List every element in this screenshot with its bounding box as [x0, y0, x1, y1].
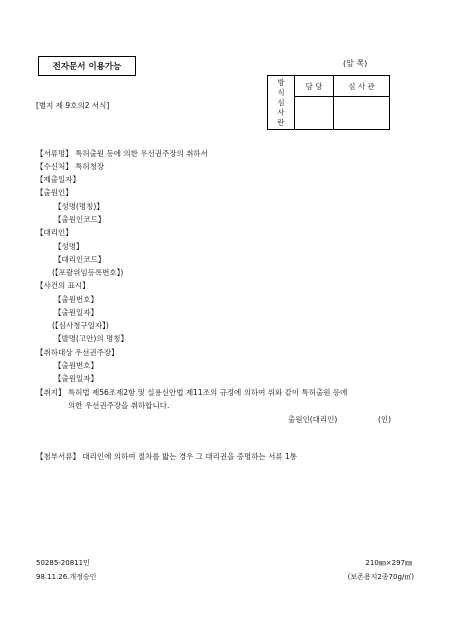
power-of-attorney-line: (【포괄위임등록번호】) [52, 268, 124, 277]
review-charge-cell [295, 97, 334, 130]
form-number: [별지 제 9호의2 서식] [36, 101, 110, 110]
case-indication-line: 【사건의 표시】 [36, 281, 90, 290]
submission-date-line: 【제출일자】 [36, 175, 80, 184]
application-number-line: 【출원번호】 [54, 295, 98, 304]
signature-label: 출원인(대리인) [288, 415, 338, 424]
footer-approval: 98.11.26.개정승인 [36, 573, 97, 581]
review-method-char: 식 [277, 87, 285, 97]
purpose-line-continued: 의한 우선권주장을 취하합니다. [68, 401, 170, 410]
agent-code-line: 【대리인코드】 [54, 255, 106, 264]
recipient-line: 【수신처】 특허청장 [36, 162, 105, 171]
invention-title-line: 【발명(고안)의 명칭】 [54, 334, 128, 343]
review-method-char: 심 [277, 97, 285, 107]
review-examiner-cell [334, 97, 390, 130]
purpose-line: 【취지】 특허법 제56조제2항 및 실용신안법 제11조의 규정에 의하여 위와 같이 특허출원 등에 [36, 388, 348, 397]
attachment-line: 【첨부서류】 대리인에 의하여 절차를 밟는 경우 그 대리권을 증명하는 서류 1통 [36, 452, 297, 461]
target-application-date-line: 【출원일자】 [54, 374, 98, 383]
review-method-char: 란 [277, 117, 285, 127]
document-title-line: 【서류명】 특허출원 등에 의한 우선권주장의 취하서 [36, 149, 208, 158]
review-charge-header: 담 당 [295, 76, 334, 97]
applicant-name-line: 【성명(명칭)】 [54, 202, 104, 211]
applicant-line: 【출원인】 [36, 188, 73, 197]
review-method-char: 방 [277, 77, 285, 87]
electronic-document-badge: 전자문서 이용가능 [38, 56, 136, 76]
withdrawal-target-line: 【취하대상 우선권주장】 [36, 348, 119, 357]
review-examiner-header: 심 사 관 [334, 76, 390, 97]
agent-line: 【대리인】 [36, 228, 73, 237]
footer-code: 50285-20811민 [36, 559, 90, 567]
footer-size: 210㎜×297㎜ [365, 559, 412, 567]
page-side-note: (앞 쪽) [343, 59, 368, 68]
footer-paper: (보존용지2종70g/㎡) [347, 573, 414, 581]
application-date-line: 【출원일자】 [54, 308, 98, 317]
signature-seal: (인) [378, 415, 392, 424]
review-box [267, 75, 390, 130]
applicant-code-line: 【출원인코드】 [54, 215, 106, 224]
exam-request-date-line: (【심사청구일자】) [52, 321, 109, 330]
review-method-label [268, 76, 295, 130]
review-method-char: 사 [277, 107, 285, 117]
target-application-number-line: 【출원번호】 [54, 361, 98, 370]
agent-name-line: 【성명】 [54, 242, 84, 251]
